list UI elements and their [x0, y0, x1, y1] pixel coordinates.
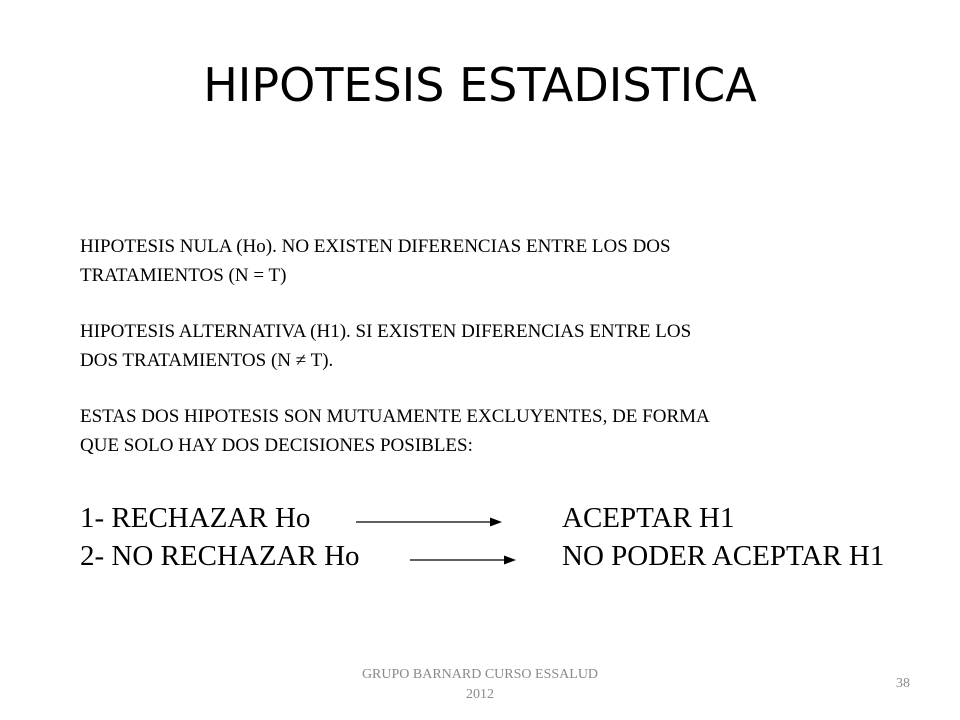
null-hypothesis-paragraph [80, 232, 900, 290]
exclusive-hypotheses-paragraph [80, 402, 900, 460]
paragraph-line: QUE SOLO HAY DOS DECISIONES POSIBLES: [80, 435, 473, 456]
decision-row-1 [80, 502, 940, 538]
right-arrow-icon [410, 554, 516, 566]
decision-action: 2- NO RECHAZAR Ho [80, 540, 360, 572]
decision-consequence: ACEPTAR H1 [562, 502, 735, 534]
footer-line: GRUPO BARNARD CURSO ESSALUD [361, 667, 599, 682]
page-number: 38 [896, 676, 910, 691]
right-arrow-icon [356, 516, 502, 528]
paragraph-line: DOS TRATAMIENTOS (N ≠ T). [80, 350, 334, 371]
decision-consequence: NO PODER ACEPTAR H1 [562, 540, 885, 572]
paragraph-line: TRATAMIENTOS (N = T) [80, 265, 287, 286]
decision-action: 1- RECHAZAR Ho [80, 502, 311, 534]
paragraph-line: ESTAS DOS HIPOTESIS SON MUTUAMENTE EXCLUYENTES, DE FORMA [80, 406, 710, 427]
slide-title: HIPOTESIS ESTADISTICA [203, 58, 757, 112]
slide-footer [330, 665, 630, 705]
footer-line: 2012 [466, 687, 494, 702]
alternative-hypothesis-paragraph [80, 317, 900, 375]
decision-row-2 [80, 540, 940, 576]
paragraph-line: HIPOTESIS ALTERNATIVA (H1). SI EXISTEN DIFERENCIAS ENTRE LOS [80, 321, 692, 342]
paragraph-line: HIPOTESIS NULA (Ho). NO EXISTEN DIFERENCIAS ENTRE LOS DOS [80, 236, 671, 257]
